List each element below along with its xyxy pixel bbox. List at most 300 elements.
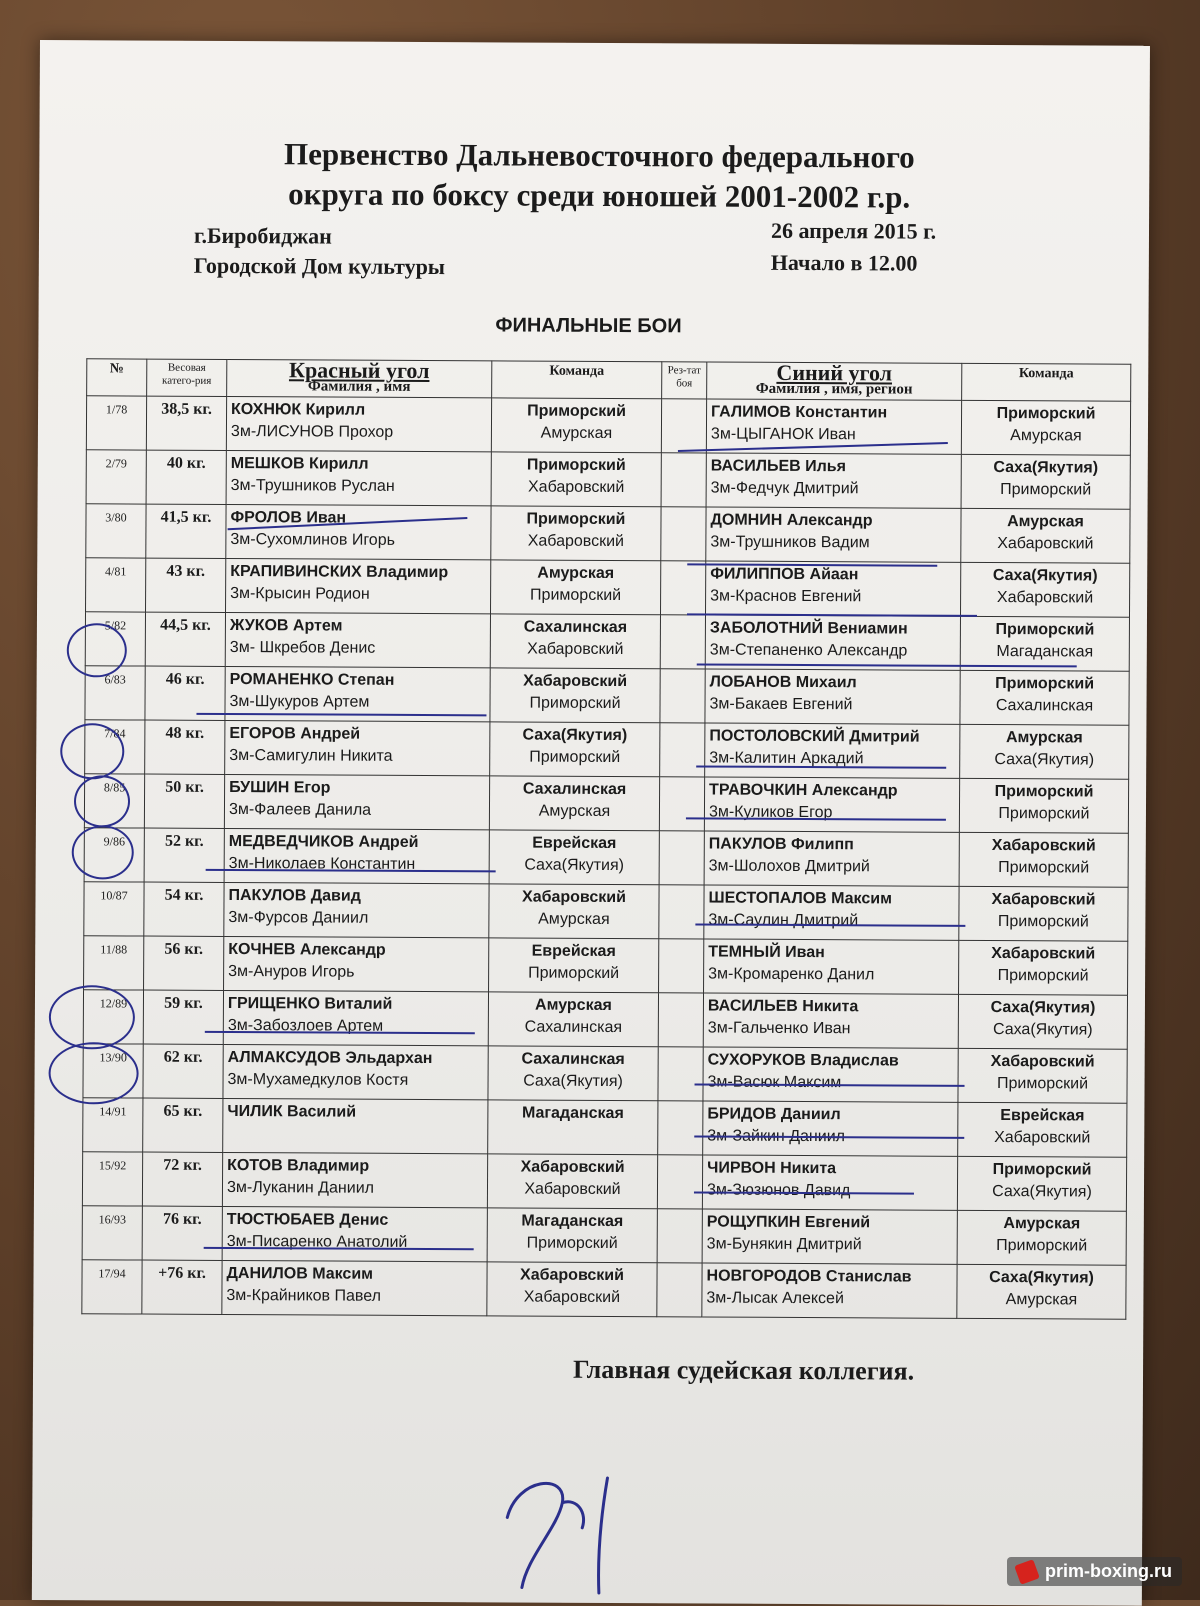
blue-team: Амурская: [1003, 1215, 1081, 1233]
red-fighter-name: МЕШКОВ Кирилл: [230, 455, 369, 473]
red-team-cell: [488, 1100, 658, 1155]
red-fighter-name: ЖУКОВ Артем: [229, 617, 343, 635]
red-fighter-name: МЕДВЕДЧИКОВ Андрей: [228, 832, 419, 851]
red-fighter-name: КРАПИВИНСКИХ Владимир: [230, 563, 449, 582]
red-spare-name: 3м-Шукуров Артем: [229, 693, 370, 711]
section-heading: ФИНАЛЬНЫЕ БОИ: [495, 314, 682, 338]
bouts-table: [81, 358, 1131, 1319]
bout-number: 1/78: [86, 396, 146, 450]
blue-fighter-name: ПОСТОЛОВСКИЙ Дмитрий: [709, 727, 920, 746]
watermark-text: prim-boxing.ru: [1045, 1561, 1172, 1581]
red-fighter-name: КОЧНЕВ Александр: [228, 940, 386, 959]
red-spare-team: Хабаровский: [523, 1288, 621, 1307]
red-team: Амурская: [537, 564, 615, 583]
blue-spare-name: 3м-Степаненко Александр: [709, 641, 908, 660]
red-corner-cell: [224, 828, 489, 883]
weight-category: 46 кг.: [145, 666, 225, 720]
blue-fighter-name: ВАСИЛЬЕВ Илья: [710, 457, 847, 476]
blue-team: Амурская: [1007, 513, 1084, 531]
red-corner-cell: [226, 504, 491, 559]
result-cell: [659, 885, 704, 939]
handwritten-signature: [477, 1457, 678, 1598]
pen-circle-mark: [74, 775, 130, 827]
blue-spare-name: 3м-Федчук Дмитрий: [710, 479, 859, 498]
blue-fighter-name: БРИДОВ Даниил: [707, 1105, 841, 1124]
weight-category: 44,5 кг.: [145, 612, 225, 666]
result-cell: [660, 615, 705, 669]
blue-team-cell: [957, 1156, 1126, 1211]
blue-spare-team: Приморский: [998, 859, 1090, 877]
red-team-cell: [489, 884, 659, 939]
bout-number: 15/92: [82, 1152, 142, 1206]
red-spare-team: Сахалинская: [524, 1018, 623, 1037]
blue-corner-cell: [703, 1101, 958, 1156]
red-spare-team: Хабаровский: [527, 640, 624, 659]
weight-category: 54 кг.: [144, 882, 224, 936]
weight-category: 65 кг.: [143, 1098, 223, 1152]
weight-category: 40 кг.: [146, 450, 226, 504]
start-time-label: Начало в 12.00: [770, 249, 918, 276]
title-line-2: округа по боксу среди юношей 2001-2002 г.р.: [288, 176, 911, 215]
weight-category: 41,5 кг.: [146, 504, 226, 558]
blue-spare-team: Магаданская: [996, 643, 1094, 661]
red-team: Сахалинская: [521, 1050, 625, 1069]
glove-logo-icon: [1014, 1559, 1040, 1585]
red-spare-team: Приморский: [528, 964, 620, 983]
red-spare-name: 3м-Сухомлинов Игорь: [230, 531, 396, 549]
blue-spare-name: 3м-Бакаев Евгений: [709, 695, 853, 714]
blue-fighter-name: ФИЛИППОВ Айаан: [710, 565, 859, 584]
red-team: Хабаровский: [520, 1266, 625, 1285]
table-row: [83, 990, 1127, 1049]
bout-number: 7/84: [85, 720, 145, 774]
blue-team-cell: [960, 562, 1129, 617]
blue-team: Саха(Якутия): [990, 998, 1096, 1017]
red-team-cell: [489, 830, 659, 885]
red-fighter-name: ТЮСТЮБАЕВ Денис: [226, 1210, 389, 1229]
blue-spare-team: Сахалинская: [995, 697, 1094, 715]
site-watermark: [1007, 1557, 1182, 1586]
blue-team-cell: [958, 994, 1127, 1049]
blue-team-cell: [957, 1210, 1126, 1265]
blue-spare-team: Амурская: [1005, 1291, 1078, 1309]
red-team-cell: [487, 1262, 657, 1317]
weight-category: 72 кг.: [142, 1152, 222, 1206]
red-team-cell: [489, 938, 659, 993]
table-header-row: [87, 359, 1131, 401]
blue-fighter-name: НОВГОРОДОВ Станислав: [706, 1267, 912, 1286]
result-cell: [660, 723, 705, 777]
blue-fighter-name: ЧИРВОН Никита: [707, 1159, 837, 1178]
table-row: [83, 1044, 1127, 1103]
blue-corner-cell: [702, 1209, 957, 1264]
red-spare-team: Саха(Якутия): [524, 856, 625, 875]
blue-spare-team: Хабаровский: [994, 1129, 1091, 1147]
bout-number: 13/90: [83, 1044, 143, 1098]
pen-circle-mark: [72, 825, 134, 879]
table-row: [82, 1260, 1126, 1319]
blue-spare-name: 3м-Гальченко Иван: [707, 1019, 851, 1038]
table-row: [85, 720, 1129, 779]
table-row: [84, 936, 1128, 995]
blue-corner-cell: [702, 1155, 957, 1210]
bout-number: 9/86: [84, 828, 144, 882]
blue-fighter-name: ГАЛИМОВ Константин: [711, 403, 888, 422]
blue-team-cell: [960, 616, 1129, 671]
red-corner-cell: [224, 774, 489, 829]
red-team: Хабаровский: [522, 888, 627, 907]
red-fighter-name: КОХНЮК Кирилл: [231, 401, 366, 419]
weight-category: 50 кг.: [144, 774, 224, 828]
red-fighter-name: ЧИЛИК Василий: [227, 1102, 357, 1121]
result-cell: [658, 1101, 703, 1155]
red-team: Приморский: [526, 510, 626, 529]
blue-team-cell: [961, 400, 1130, 455]
blue-team: Приморский: [995, 675, 1095, 693]
red-corner-cell: [225, 612, 490, 667]
red-corner-cell: [223, 990, 488, 1045]
blue-spare-name: 3м-Шолохов Дмитрий: [708, 857, 870, 876]
blue-team: Приморский: [996, 405, 1096, 423]
blue-team: Саха(Якутия): [993, 458, 1099, 477]
blue-corner-cell: [705, 561, 960, 616]
red-corner-cell: [226, 450, 491, 505]
bout-number: 12/89: [83, 990, 143, 1044]
pen-circle-mark: [49, 985, 135, 1049]
blue-corner-cell: [705, 615, 960, 670]
red-corner-cell: [226, 558, 491, 613]
pen-circle-mark: [60, 723, 124, 779]
red-corner-cell: [222, 1206, 487, 1261]
result-cell: [657, 1263, 702, 1317]
blue-spare-team: Приморский: [998, 805, 1090, 823]
blue-team-cell: [961, 508, 1130, 563]
blue-corner-cell: [703, 993, 958, 1048]
red-fighter-name: ГРИЩЕНКО Виталий: [227, 994, 393, 1013]
red-corner-cell: [222, 1152, 487, 1207]
weight-category: 76 кг.: [142, 1206, 222, 1260]
weight-category: 48 кг.: [145, 720, 225, 774]
blue-spare-name: 3м-ЦЫГАНОК Иван: [710, 425, 856, 444]
blue-team-cell: [958, 1102, 1127, 1157]
red-fighter-name: АЛМАКСУДОВ Эльдархан: [227, 1048, 433, 1068]
blue-corner-cell: [702, 1263, 957, 1318]
blue-spare-name: 3м-Куликов Егор: [708, 803, 833, 822]
red-team-cell: [487, 1208, 657, 1263]
red-corner-cell: [222, 1260, 487, 1315]
result-cell: [661, 399, 706, 453]
blue-team: Приморский: [994, 783, 1094, 801]
red-spare-team: Амурская: [540, 424, 613, 443]
result-cell: [660, 561, 705, 615]
red-corner-cell: [223, 1098, 488, 1153]
blue-corner-cell: [706, 507, 961, 562]
red-spare-team: Приморский: [526, 1234, 618, 1253]
blue-spare-name: 3м-Краснов Евгений: [710, 587, 862, 606]
blue-spare-team: Приморский: [996, 1075, 1089, 1093]
red-team-cell: [490, 668, 660, 723]
red-spare-name: 3м-Мухамедкулов Костя: [227, 1070, 409, 1089]
blue-team: Хабаровский: [991, 944, 1096, 963]
bouts-table-body: [82, 396, 1131, 1319]
red-spare-name: 3м-Луканин Даниил: [226, 1178, 375, 1197]
header-team-red: Команда: [492, 361, 662, 399]
red-spare-team: Хабаровский: [527, 478, 625, 497]
red-corner-cell: [224, 936, 489, 991]
red-corner-cell: [224, 882, 489, 937]
blue-spare-name: 3м-Лысак Алексей: [706, 1289, 844, 1308]
header-team-blue: Команда: [962, 363, 1131, 401]
red-fighter-name: ДАНИЛОВ Максим: [226, 1264, 374, 1283]
bout-number: 3/80: [86, 504, 146, 558]
red-spare-team: Приморский: [529, 694, 621, 713]
table-row: [82, 1206, 1126, 1265]
red-corner-title: Красный угол: [288, 357, 430, 384]
red-team: Амурская: [535, 996, 612, 1015]
blue-team-cell: [959, 832, 1128, 887]
blue-fighter-name: СУХОРУКОВ Владислав: [707, 1051, 899, 1070]
red-team: Еврейская: [531, 942, 616, 961]
result-cell: [657, 1209, 702, 1263]
blue-corner-cell: [704, 777, 959, 832]
blue-fighter-name: ДОМНИН Александр: [710, 511, 873, 530]
table-row: [83, 1098, 1127, 1157]
blue-team: Приморский: [992, 1161, 1092, 1179]
red-spare-team: Саха(Якутия): [523, 1072, 623, 1091]
blue-team: Саха(Якутия): [989, 1268, 1094, 1287]
result-cell: [659, 777, 704, 831]
red-fighter-name: ЕГОРОВ Андрей: [229, 725, 361, 743]
blue-corner-title: Синий угол: [776, 359, 893, 386]
blue-fighter-name: ЗАБОЛОТНИЙ Вениамин: [709, 619, 908, 638]
red-spare-name: 3м-ЛИСУНОВ Прохор: [230, 423, 394, 441]
header-result: Рез-тат боя: [662, 362, 707, 399]
bout-number: 17/94: [82, 1260, 142, 1314]
red-corner-subtitle: Фамилия , имя: [307, 378, 411, 395]
blue-fighter-name: РОЩУПКИН Евгений: [706, 1213, 871, 1232]
pen-circle-mark: [48, 1042, 138, 1104]
blue-fighter-name: ТРАВОЧКИН Александр: [709, 781, 898, 800]
weight-category: +76 кг.: [142, 1260, 222, 1314]
blue-team-cell: [959, 940, 1128, 995]
blue-fighter-name: ЛОБАНОВ Михаил: [709, 673, 857, 692]
blue-spare-name: 3м-Зюзюнов Давид: [706, 1181, 851, 1200]
blue-corner-subtitle: Фамилия , имя, регион: [755, 380, 913, 398]
red-team-cell: [491, 452, 661, 507]
red-spare-name: 3м-Трушников Руслан: [230, 477, 395, 495]
blue-team: Хабаровский: [990, 1052, 1095, 1071]
blue-spare-team: Приморский: [997, 913, 1089, 931]
blue-team: Еврейская: [1000, 1107, 1085, 1125]
blue-team-cell: [958, 1048, 1127, 1103]
date-label: 26 апреля 2015 г.: [770, 217, 937, 244]
bout-number: 2/79: [86, 450, 146, 504]
red-fighter-name: БУШИН Егор: [229, 779, 331, 797]
red-spare-name: 3м- Шкребов Денис: [229, 639, 376, 657]
red-spare-team: Приморский: [529, 748, 621, 767]
blue-fighter-name: ШЕСТОПАЛОВ Максим: [708, 889, 892, 908]
blue-spare-name: 3м-Кромаренко Данил: [708, 965, 875, 984]
blue-team-cell: [959, 778, 1128, 833]
red-fighter-name: ПАКУЛОВ Давид: [228, 886, 361, 905]
blue-spare-name: 3м-Зайкин Даниил: [707, 1127, 846, 1146]
blue-team-cell: [961, 454, 1130, 509]
result-cell: [658, 993, 703, 1047]
table-row: [82, 1152, 1126, 1211]
red-spare-team: Приморский: [530, 586, 622, 605]
red-team-cell: [490, 722, 660, 777]
blue-team-cell: [959, 886, 1128, 941]
weight-category: 52 кг.: [144, 828, 224, 882]
result-cell: [658, 1047, 703, 1101]
blue-team-cell: [957, 1264, 1126, 1319]
red-team: Еврейская: [532, 834, 617, 853]
red-team: Магаданская: [521, 1104, 624, 1123]
bout-number: 16/93: [82, 1206, 142, 1260]
blue-spare-name: 3м-Васюк Максим: [707, 1073, 842, 1092]
blue-team: Хабаровский: [991, 890, 1096, 909]
red-spare-team: Амурская: [538, 910, 610, 928]
red-spare-name: 3м-Фалеев Данила: [228, 801, 372, 819]
red-corner-cell: [225, 720, 490, 775]
red-spare-team: Амурская: [538, 802, 611, 820]
red-team-cell: [491, 560, 661, 615]
table-row: [86, 396, 1130, 455]
blue-fighter-name: ВАСИЛЬЕВ Никита: [707, 997, 859, 1016]
result-cell: [661, 453, 706, 507]
result-cell: [661, 507, 706, 561]
red-team-cell: [487, 1154, 657, 1209]
weight-category: 38,5 кг.: [146, 396, 226, 450]
red-spare-name: 3м-Фурсов Даниил: [228, 908, 369, 927]
blue-spare-team: Саха(Якутия): [992, 1021, 1093, 1039]
red-fighter-name: ФРОЛОВ Иван: [230, 509, 347, 527]
blue-corner-cell: [705, 723, 960, 778]
red-spare-name: 3м-Писаренко Анатолий: [226, 1232, 408, 1251]
blue-team: Амурская: [1005, 729, 1083, 747]
blue-spare-name: 3м-Бунякин Дмитрий: [706, 1235, 862, 1254]
red-team: Саха(Якутия): [522, 726, 628, 745]
weight-category: 56 кг.: [144, 936, 224, 990]
result-cell: [660, 669, 705, 723]
blue-spare-team: Хабаровский: [996, 589, 1094, 607]
blue-spare-team: Приморский: [997, 967, 1089, 985]
bout-number: 5/82: [85, 612, 145, 666]
red-spare-name: 3м-Николаев Константин: [228, 854, 416, 873]
red-spare-team: Хабаровский: [527, 532, 625, 551]
title-line-1: Первенство Дальневосточного федерального: [283, 136, 915, 175]
blue-spare-name: 3м-Саулин Дмитрий: [708, 911, 859, 930]
table-row: [84, 774, 1128, 833]
table-row: [85, 666, 1129, 725]
red-team: Хабаровский: [523, 672, 628, 691]
blue-spare-team: Саха(Якутия): [992, 1183, 1092, 1201]
table-row: [84, 882, 1128, 941]
red-team-cell: [489, 776, 659, 831]
venue-label: Городской Дом культуры: [193, 252, 446, 280]
red-team-cell: [491, 398, 661, 453]
blue-spare-team: Амурская: [1010, 427, 1082, 445]
blue-corner-cell: [704, 831, 959, 886]
red-spare-team: Хабаровский: [524, 1180, 621, 1199]
bout-number: 8/85: [84, 774, 144, 828]
blue-team: Приморский: [995, 621, 1095, 639]
red-team: Сахалинская: [523, 618, 628, 637]
pen-circle-mark: [67, 623, 127, 677]
header-weight: Весовая катего-рия: [147, 359, 227, 396]
blue-spare-team: Приморский: [1000, 481, 1092, 499]
result-cell: [657, 1155, 702, 1209]
bout-number: 10/87: [84, 882, 144, 936]
table-row: [84, 828, 1128, 887]
blue-spare-name: 3м-Трушников Вадим: [710, 533, 870, 552]
red-spare-name: 3м-Самигулин Никита: [229, 747, 393, 765]
result-cell: [659, 939, 704, 993]
blue-team-cell: [960, 724, 1129, 779]
table-row: [86, 450, 1130, 509]
bout-number: 4/81: [86, 558, 146, 612]
red-team: Сахалинская: [522, 780, 627, 799]
red-team: Приморский: [527, 402, 627, 421]
red-team: Хабаровский: [520, 1158, 625, 1177]
blue-corner-cell: [705, 669, 960, 724]
bout-number: 6/83: [85, 666, 145, 720]
blue-team: Саха(Якутия): [992, 566, 1098, 585]
bout-number: 14/91: [83, 1098, 143, 1152]
red-fighter-name: РОМАНЕНКО Степан: [229, 671, 395, 689]
red-spare-name: 3м-Крысин Родион: [230, 585, 370, 603]
judges-panel-footer: Главная судейская коллегия.: [572, 1354, 915, 1386]
blue-team: Хабаровский: [991, 836, 1096, 855]
blue-spare-team: Хабаровский: [997, 535, 1094, 553]
red-spare-name: 3м-Крайников Павел: [226, 1286, 381, 1305]
blue-fighter-name: ТЕМНЫЙ Иван: [708, 943, 825, 962]
red-team-cell: [491, 506, 661, 561]
table-row: [85, 612, 1129, 671]
bout-number: 11/88: [84, 936, 144, 990]
document-title: [149, 134, 1049, 219]
red-team-cell: [488, 992, 658, 1047]
paper-sheet: [32, 40, 1150, 1606]
red-team-cell: [488, 1046, 658, 1101]
red-corner-cell: [226, 396, 491, 451]
red-team: Магаданская: [521, 1212, 624, 1231]
blue-corner-cell: [706, 453, 961, 508]
blue-spare-name: 3м-Калитин Аркадий: [709, 749, 864, 768]
header-blue-corner: [707, 359, 962, 400]
red-team: Приморский: [526, 456, 626, 475]
result-cell: [659, 831, 704, 885]
table-row: [86, 558, 1130, 617]
blue-fighter-name: ПАКУЛОВ Филипп: [708, 835, 854, 854]
blue-corner-cell: [704, 885, 959, 940]
red-fighter-name: КОТОВ Владимир: [227, 1156, 370, 1175]
weight-category: 62 кг.: [143, 1044, 223, 1098]
blue-corner-cell: [704, 939, 959, 994]
red-team-cell: [490, 614, 660, 669]
table-row: [86, 504, 1130, 563]
blue-team-cell: [960, 670, 1129, 725]
blue-spare-team: Приморский: [996, 1237, 1088, 1255]
header-red-corner: [227, 359, 492, 397]
header-number: №: [87, 359, 147, 396]
blue-spare-team: Саха(Якутия): [994, 751, 1095, 769]
weight-category: 59 кг.: [143, 990, 223, 1044]
city-label: г.Биробиджан: [193, 222, 332, 249]
red-spare-name: 3м-Ануров Игорь: [228, 962, 355, 981]
red-spare-name: 3м-Забозлоев Артем: [227, 1016, 384, 1035]
red-corner-cell: [223, 1044, 488, 1099]
